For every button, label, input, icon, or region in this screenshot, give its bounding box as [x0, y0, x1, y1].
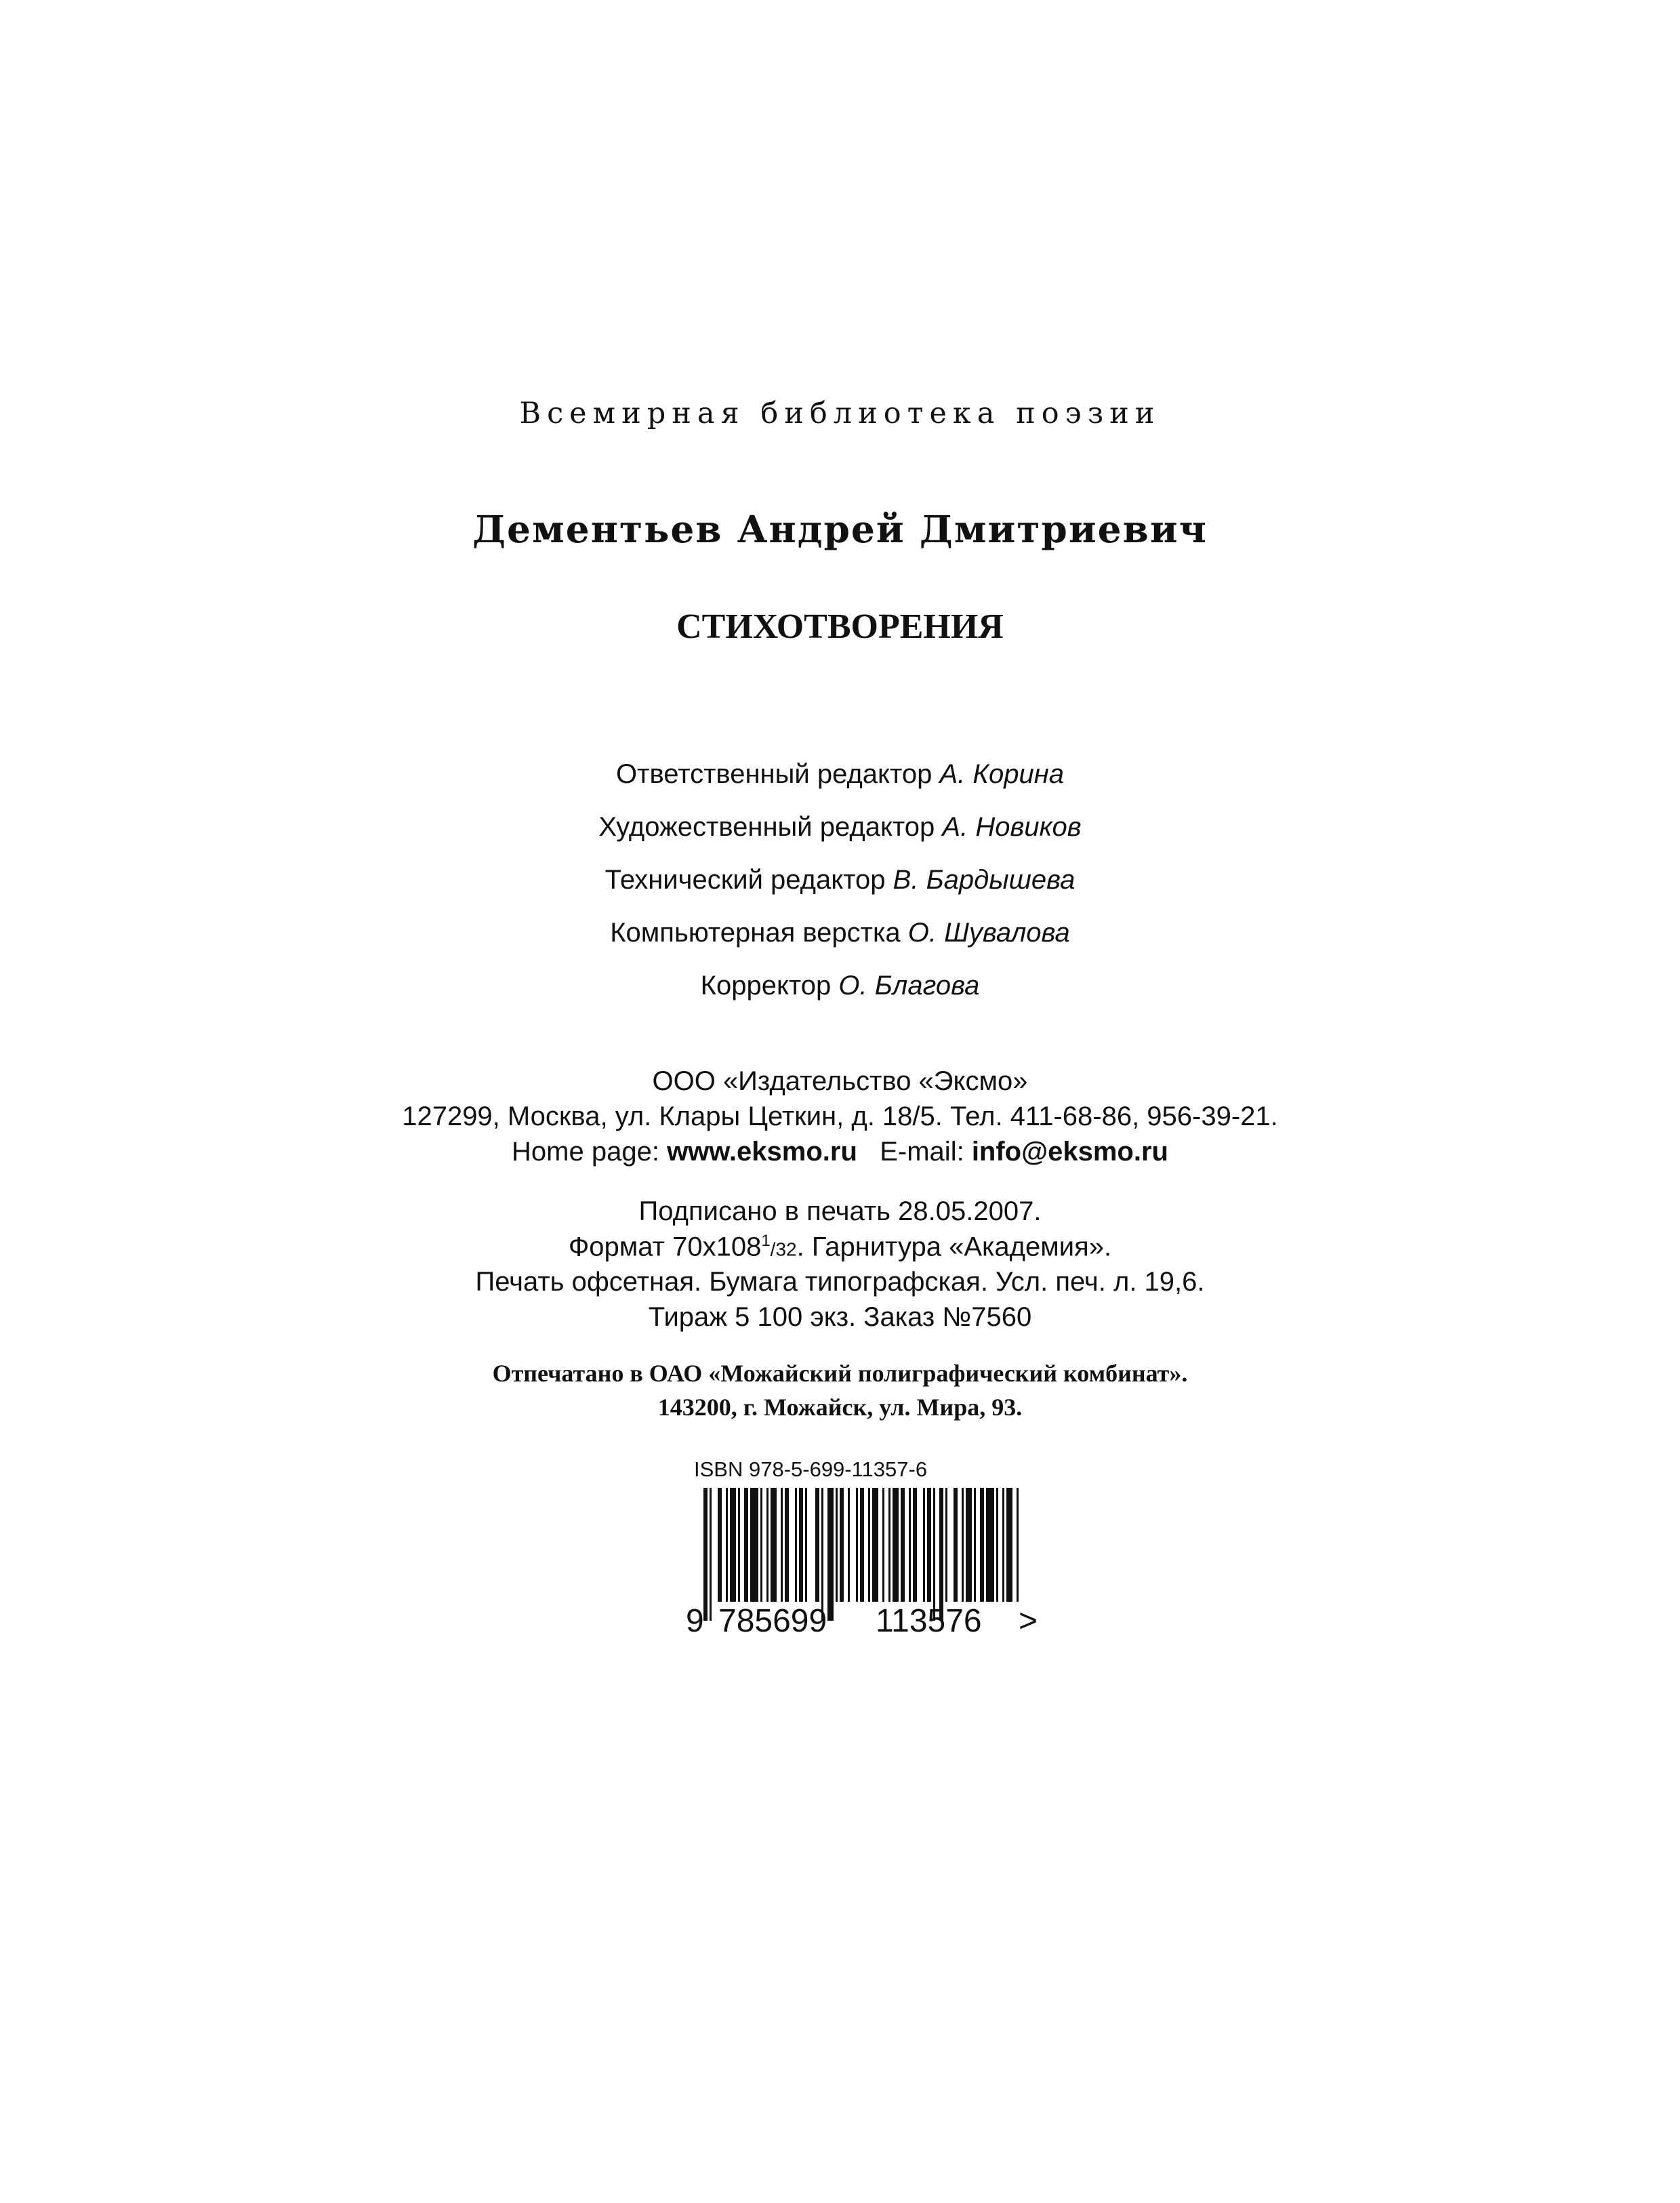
barcode-bar [933, 1488, 935, 1621]
barcode-bar [750, 1488, 758, 1602]
barcode-bar [1017, 1488, 1019, 1602]
homepage-link[interactable]: www.eksmo.ru [667, 1137, 857, 1167]
barcode-bar [744, 1488, 748, 1602]
barcode [684, 1488, 1044, 1638]
series-title: Всемирная библиотека поэзии [519, 397, 1161, 430]
format-line [0, 1232, 1680, 1262]
credit-name: А. Новиков [942, 812, 1082, 842]
barcode-digit-first: 9 [686, 1603, 704, 1638]
format-sub: /32 [770, 1238, 797, 1260]
barcode-bar [827, 1488, 834, 1621]
barcode-bar [840, 1488, 844, 1602]
barcode-bar [718, 1488, 722, 1602]
run-line: Тираж 5 100 экз. Заказ №7560 [648, 1302, 1032, 1332]
barcode-bar [945, 1488, 947, 1602]
barcode-bar [901, 1488, 905, 1602]
barcode-bar [821, 1488, 823, 1621]
barcode-bar [785, 1488, 789, 1602]
barcode-bar [909, 1488, 911, 1602]
publisher-name: ООО «Издательство «Эксмо» [652, 1066, 1028, 1096]
barcode-bar [710, 1488, 712, 1621]
barcode-bar [703, 1488, 708, 1621]
credit-line [0, 918, 1680, 948]
barcode-bar [872, 1488, 878, 1602]
barcode-bar [868, 1488, 870, 1602]
publisher-address: 127299, Москва, ул. Клары Цеткин, д. 18/5. Тел. 411-68-86, 956-39-21. [402, 1102, 1278, 1131]
printer-name: Отпечатано в ОАО «Можайский полиграфический комбинат». [492, 1360, 1188, 1387]
barcode-bar [730, 1488, 736, 1602]
barcode-bar [954, 1488, 958, 1602]
signed-date: Подписано в печать 28.05.2007. [638, 1196, 1042, 1226]
barcode-bar [726, 1488, 728, 1602]
credit-role: Компьютерная верстка [610, 918, 901, 948]
barcode-bar [848, 1488, 850, 1602]
credit-name: А. Корина [939, 759, 1064, 789]
credit-role: Художественный редактор [598, 812, 935, 842]
credit-name: О. Благова [838, 971, 980, 1001]
barcode-arrow: > [1019, 1603, 1038, 1638]
barcode-bar [888, 1488, 890, 1602]
credit-line [0, 971, 1680, 1001]
barcode-bar [799, 1488, 803, 1602]
barcode-bar [980, 1488, 984, 1602]
barcode-bar [856, 1488, 858, 1602]
barcode-bar [986, 1488, 994, 1602]
credit-line [0, 865, 1680, 895]
barcode-bar [996, 1488, 998, 1602]
email-label: E-mail: [880, 1137, 964, 1167]
barcode-bar [805, 1488, 807, 1602]
format-sup: 1 [761, 1232, 771, 1250]
barcode-bar [860, 1488, 864, 1602]
barcode-bar [738, 1488, 740, 1602]
barcode-bar [760, 1488, 762, 1602]
barcode-bar [893, 1488, 899, 1602]
barcode-bar [766, 1488, 769, 1602]
credit-line [0, 812, 1680, 843]
isbn-label: ISBN 978-5-699-11357-6 [694, 1457, 928, 1481]
barcode-bar [795, 1488, 797, 1602]
paper-line: Печать офсетная. Бумага типографская. Усл. печ. л. 19,6. [475, 1267, 1205, 1297]
barcode-digits-right: 113576 [876, 1603, 982, 1638]
credit-name: В. Бардышева [893, 865, 1075, 895]
credit-role: Корректор [700, 971, 832, 1001]
barcode-bar [927, 1488, 931, 1602]
barcode-bar [966, 1488, 972, 1602]
publisher-contacts [0, 1137, 1680, 1167]
barcode-bar [1002, 1488, 1004, 1602]
credit-name: О. Шувалова [907, 918, 1070, 948]
barcode-bar [913, 1488, 917, 1602]
printer-address: 143200, г. Можайск, ул. Мира, 93. [657, 1394, 1023, 1421]
book-title: СТИХОТВОРЕНИЯ [676, 607, 1004, 646]
barcode-bar [882, 1488, 884, 1602]
credit-line [0, 759, 1680, 790]
barcode-bar [962, 1488, 964, 1602]
barcode-bar [815, 1488, 819, 1602]
credit-role: Ответственный редактор [616, 759, 933, 789]
barcode-bar [974, 1488, 976, 1602]
barcode-bar [771, 1488, 777, 1602]
format-suffix: . Гарнитура «Академия». [796, 1232, 1112, 1262]
barcode-bar [939, 1488, 943, 1621]
credit-role: Технический редактор [605, 865, 886, 895]
barcode-digits-left: 785699 [718, 1603, 827, 1638]
barcode-bar [1006, 1488, 1012, 1602]
homepage-label: Home page: [512, 1137, 659, 1167]
author-name: Дементьев Андрей Дмитриевич [472, 507, 1208, 551]
format-prefix: Формат 70x108 [568, 1232, 762, 1262]
barcode-bar [836, 1488, 838, 1602]
email-link[interactable]: info@eksmo.ru [971, 1137, 1168, 1167]
barcode-bar [923, 1488, 925, 1602]
barcode-bar [781, 1488, 783, 1602]
